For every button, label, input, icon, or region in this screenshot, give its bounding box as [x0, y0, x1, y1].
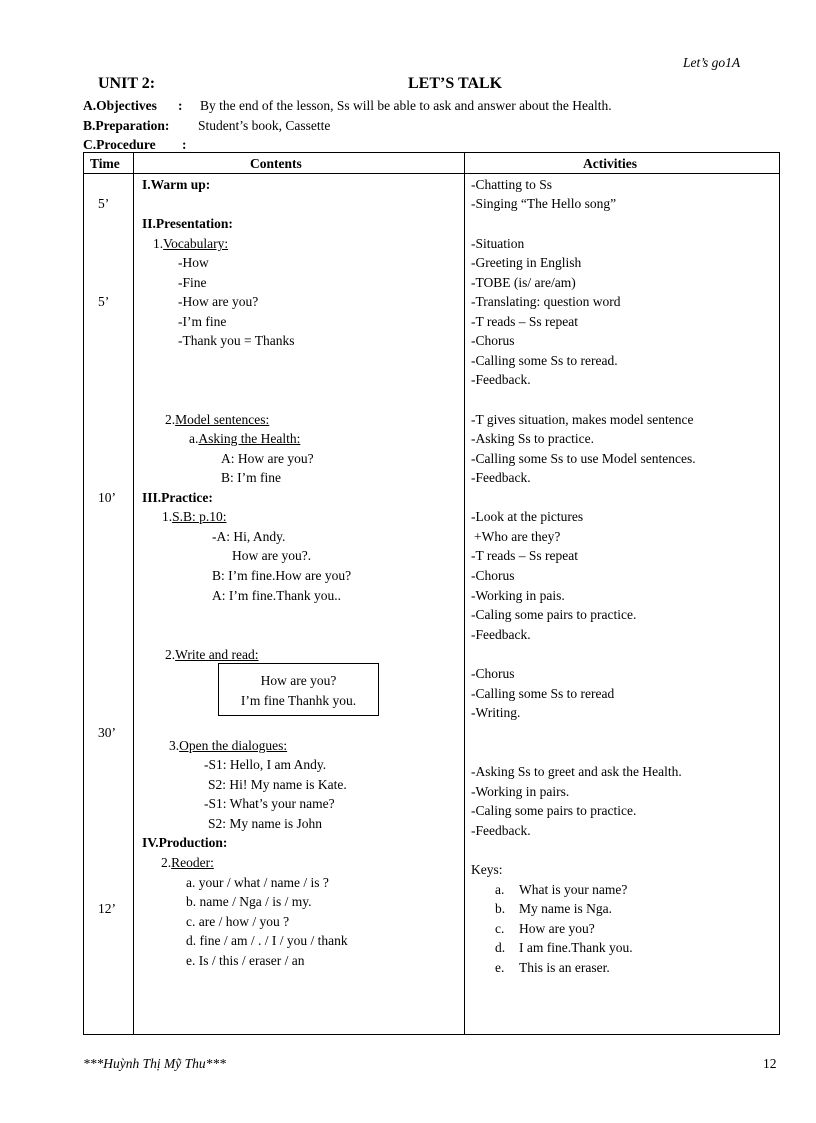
- activity-item: -TOBE (is/ are/am): [471, 275, 576, 290]
- table-header-border: [83, 173, 780, 174]
- key-answer: I am fine.Thank you.: [519, 940, 633, 955]
- section-production: IV.Production:: [142, 835, 228, 850]
- activity-item: -Chatting to Ss: [471, 177, 553, 192]
- activity-item: -Feedback.: [471, 470, 531, 485]
- key-answer: This is an eraser.: [519, 960, 610, 975]
- procedure-label: C.Procedure: [83, 137, 156, 152]
- activity-item: -Situation: [471, 236, 525, 251]
- table-bottom-border: [83, 1034, 780, 1035]
- activity-item: -Calling some Ss to reread.: [471, 353, 618, 368]
- activity-item: -Working in pais.: [471, 588, 565, 603]
- vocab-item: -I’m fine: [178, 314, 227, 329]
- reoder-item: b. name / Nga / is / my.: [186, 894, 312, 909]
- section-presentation: II.Presentation:: [142, 216, 233, 231]
- page-number: 12: [763, 1056, 777, 1071]
- activity-item: -Singing “The Hello song”: [471, 196, 617, 211]
- time-presentation: 5’: [98, 294, 110, 309]
- sb-line: -A: Hi, Andy.: [212, 529, 286, 544]
- activity-item: +Who are they?: [474, 529, 561, 544]
- activity-item: -Asking Ss to practice.: [471, 431, 594, 446]
- reoder-item: e. Is / this / eraser / an: [186, 953, 305, 968]
- vocabulary-heading: 1.Vocabulary:: [153, 236, 229, 251]
- table-divider-time: [133, 152, 134, 1035]
- dialogue-line: -S1: What’s your name?: [204, 796, 335, 811]
- key-answer: My name is Nga.: [519, 901, 612, 916]
- section-practice: III.Practice:: [142, 490, 213, 505]
- header-activities: Activities: [583, 156, 637, 171]
- vocab-item: -How: [178, 255, 209, 270]
- objectives-colon: :: [178, 98, 183, 113]
- activity-item: -Greeting in English: [471, 255, 582, 270]
- write-read-heading: 2.Write and read:: [165, 647, 259, 662]
- write-read-box: [218, 663, 379, 716]
- unit-title: UNIT 2:: [98, 75, 156, 92]
- dialogue-line: S2: My name is John: [208, 816, 323, 831]
- time-production: 12’: [98, 901, 116, 916]
- section-warmup: I.Warm up:: [142, 177, 211, 192]
- vocab-item: -Fine: [178, 275, 207, 290]
- activity-item: -T reads – Ss repeat: [471, 548, 578, 563]
- activity-item: -Look at the pictures: [471, 509, 584, 524]
- reoder-heading: 2.Reoder:: [161, 855, 214, 870]
- time-practice: 10’: [98, 490, 116, 505]
- key-letter: b.: [495, 901, 506, 916]
- sb-line: A: I’m fine.Thank you..: [212, 588, 341, 603]
- activity-item: -T reads – Ss repeat: [471, 314, 578, 329]
- key-letter: a.: [495, 882, 505, 897]
- vocab-item: -Thank you = Thanks: [178, 333, 295, 348]
- preparation-text: Student’s book, Cassette: [198, 118, 331, 133]
- open-dialogues-heading: 3.Open the dialogues:: [169, 738, 288, 753]
- reoder-item: d. fine / am / . / I / you / thank: [186, 933, 348, 948]
- table-top-border: [83, 152, 780, 153]
- sb-line: B: I’m fine.How are you?: [212, 568, 352, 583]
- activity-item: -Feedback.: [471, 627, 531, 642]
- key-letter: d.: [495, 940, 506, 955]
- activity-item: -Working in pairs.: [471, 784, 570, 799]
- activity-item: -Chorus: [471, 666, 515, 681]
- dialogue-line: S2: Hi! My name is Kate.: [208, 777, 347, 792]
- key-letter: e.: [495, 960, 505, 975]
- activity-item: -Feedback.: [471, 372, 531, 387]
- table-right-border: [779, 152, 780, 1035]
- objectives-label: A.Objectives: [83, 98, 157, 113]
- footer-author: ***Huỳnh Thị Mỹ Thu***: [83, 1056, 226, 1071]
- sb-heading: 1.S.B: p.10:: [162, 509, 227, 524]
- model-sentences-heading: 2.Model sentences:: [165, 412, 270, 427]
- time-write: 30’: [98, 725, 116, 740]
- vocab-item: -How are you?: [178, 294, 259, 309]
- activity-item: -Calling some Ss to use Model sentences.: [471, 451, 696, 466]
- procedure-colon: :: [182, 137, 187, 152]
- activity-item: -Feedback.: [471, 823, 531, 838]
- header-contents: Contents: [250, 156, 302, 171]
- activity-item: -Asking Ss to greet and ask the Health.: [471, 764, 682, 779]
- asking-health-heading: a.Asking the Health:: [189, 431, 301, 446]
- header-book-title: Let’s go1A: [683, 55, 741, 70]
- activity-item: -Writing.: [471, 705, 521, 720]
- key-letter: c.: [495, 921, 505, 936]
- objectives-text: By the end of the lesson, Ss will be able to ask and answer about the Health.: [200, 98, 612, 113]
- activity-item: -Chorus: [471, 568, 515, 583]
- reoder-item: c. are / how / you ?: [186, 914, 290, 929]
- model-line-a: A: How are you?: [221, 451, 314, 466]
- time-warmup: 5’: [98, 196, 110, 211]
- key-answer: What is your name?: [519, 882, 628, 897]
- header-time: Time: [90, 156, 120, 171]
- activity-item: -Calling some Ss to reread: [471, 686, 615, 701]
- key-answer: How are you?: [519, 921, 595, 936]
- box-line: I’m fine Thanhk you.: [240, 693, 357, 708]
- dialogue-line: -S1: Hello, I am Andy.: [204, 757, 327, 772]
- activity-item: -Caling some pairs to practice.: [471, 607, 637, 622]
- model-line-b: B: I’m fine: [221, 470, 281, 485]
- reoder-item: a. your / what / name / is ?: [186, 875, 329, 890]
- activity-item: -Chorus: [471, 333, 515, 348]
- activity-item: -Translating: question word: [471, 294, 621, 309]
- table-divider-contents: [464, 152, 465, 1035]
- table-left-border: [83, 152, 84, 1035]
- lesson-title: LET’S TALK: [408, 75, 503, 92]
- activity-item: -T gives situation, makes model sentence: [471, 412, 694, 427]
- preparation-label: B.Preparation:: [83, 118, 170, 133]
- keys-label: Keys:: [471, 862, 503, 877]
- sb-line: How are you?.: [232, 548, 312, 563]
- activity-item: -Caling some pairs to practice.: [471, 803, 637, 818]
- box-line: How are you?: [260, 673, 337, 688]
